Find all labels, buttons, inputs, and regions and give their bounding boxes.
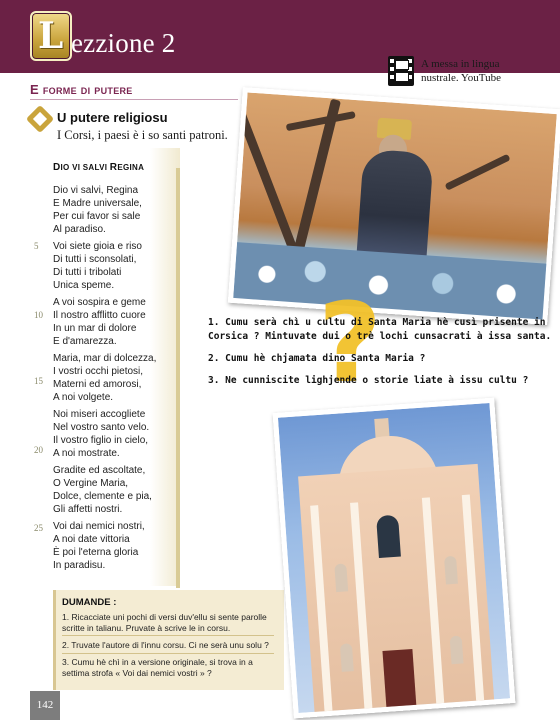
statue-photo	[228, 87, 560, 325]
subsection-title: U putere religiosu	[57, 110, 168, 125]
video-note	[421, 57, 551, 85]
line-number: 20	[34, 445, 43, 455]
question-item: 1. Cumu serà chì u cultu di Santa Maria hè cusì prisente in Corsica ? Mintuvate dui o trè lochi cunsacrati à issa santa.	[208, 317, 552, 342]
line-number: 5	[34, 241, 39, 251]
dumande-item: 1. Ricacciate uni pochi di versi duv'ellu si sente parolle scritte in talianu. Pruvate à scrive le in corsu.	[62, 612, 267, 633]
dumande-divider	[62, 635, 274, 636]
video-note-line2: nustrale. YouTube	[421, 72, 501, 84]
poem-stanza: Dio vi salvi, Regina E Madre universale, Per cui favor si sale Al paradiso.	[53, 185, 142, 235]
lesson-logo	[30, 11, 72, 61]
page-number: 142	[30, 691, 60, 720]
logo-letter: L	[38, 15, 64, 57]
film-icon[interactable]	[388, 56, 414, 86]
poem-stanza: A voi sospira e geme Il nostro afflitto cuore In un mar di dolore E d'amarezza.	[53, 297, 146, 347]
poem-title: DIO VI SALVI REGINA	[53, 162, 145, 173]
poem-stanza: Maria, mar di dolcezza, I vostri occhi pietosi, Materni ed amorosi, A noi volgete.	[53, 353, 157, 403]
lesson-title: ezzione 2	[71, 28, 176, 58]
line-number: 25	[34, 523, 43, 533]
dumande-title: DUMANDE :	[62, 597, 117, 608]
question-mark-icon: ?	[318, 279, 382, 407]
line-number: 10	[34, 310, 43, 320]
church-door	[382, 649, 416, 711]
section-title: E forme di putere	[30, 82, 133, 97]
dumande-divider	[62, 653, 274, 654]
church-window	[376, 515, 401, 558]
dumande-item: 2. Truvate l'autore di l'innu corsu. Ci ne serà unu solu ?	[62, 640, 269, 650]
flowers-shape	[233, 242, 556, 324]
statue-shape	[356, 149, 434, 264]
poem-stanza: Voi dai nemici nostri, A noi date vittoria È poi l'eterna gloria In paradisu.	[53, 521, 145, 571]
poem-stanza: Voi siete gioia e riso Di tutti i sconsolati, Di tutti i tribolati Unica speme.	[53, 241, 142, 291]
line-number: 15	[34, 376, 43, 386]
poem-panel-edge	[176, 168, 180, 588]
dumande-item: 3. Cumu hè chì in a versione originale, si trova in a settima strofa « Voi dai nemici vostri » ?	[62, 657, 253, 678]
church-photo	[273, 398, 516, 719]
subsection-intro: I Corsi, i paesi è i so santi patroni.	[57, 128, 228, 142]
poem-stanza: Gradite ed ascoltate, O Vergine Maria, Dolce, clemente e pia, Gli affetti nostri.	[53, 465, 152, 515]
poem-stanza: Noi miseri accogliete Nel vostro santo velo. Il vostro figlio in cielo, A noi mostrate.	[53, 409, 150, 459]
video-note-line1: A messa in lingua	[421, 58, 500, 70]
question-item: 3. Ne cunniscite lighjende o storie liate à issu cultu ?	[208, 375, 529, 386]
question-item: 2. Cumu hè chjamata dino Santa Maria ?	[208, 353, 426, 364]
section-divider	[30, 99, 238, 100]
questions-list	[208, 316, 553, 396]
